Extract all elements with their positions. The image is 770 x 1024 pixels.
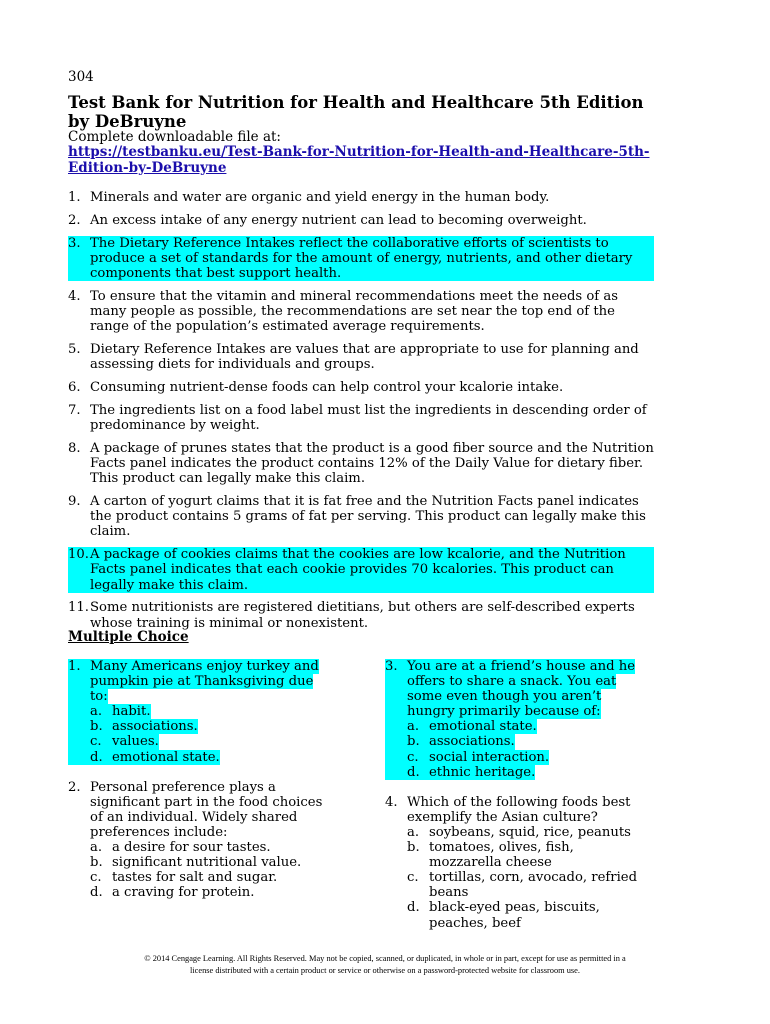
answer-option [90,870,333,885]
option-letter: c. [407,870,419,886]
answer-options [90,704,333,764]
statement-item [68,213,658,228]
option-letter: b. [407,734,429,749]
option-text: a craving for protein. [112,885,255,901]
answer-option [407,734,650,749]
statement-item [68,289,658,335]
answer-option [407,750,650,765]
question-text: Which of the following foods best exemplify the Asian culture? [407,794,631,825]
download-link[interactable]: https://testbanku.eu/Test-Bank-for-Nutrition-for-Health-and-Healthcare-5th-Edition-by-DeBruyne [68,144,650,176]
option-text: social interaction. [429,749,550,765]
download-label: Complete downloadable file at: [68,129,281,145]
footer-line-2: license distributed with a certain product or service or otherwise on a password-protected website for classroom use. [189,966,580,975]
statement-text: The Dietary Reference Intakes reflect the collaborative efforts of scientists to produce a set of standards for the amount of energy, nutrients, and other dietary components that best support health. [90,235,633,281]
statement-number: 7. [68,402,81,418]
statement-text: The ingredients list on a food label must list the ingredients in descending order of predominance by weight. [90,402,647,433]
option-letter: d. [90,750,112,765]
option-letter: a. [90,840,103,856]
mc-question [385,659,650,780]
option-text: habit. [112,704,151,720]
page-number: 304 [68,69,94,85]
option-letter: b. [407,840,420,856]
statement-item [68,380,658,395]
statement-number: 11. [68,600,89,616]
copyright-footer [0,953,770,977]
statement-number: 5. [68,342,81,357]
question-text: Many Americans enjoy turkey and pumpkin pie at Thanksgiving due to: [90,659,319,705]
option-letter: b. [90,855,103,871]
statement-item [68,236,654,282]
statement-item [68,547,654,593]
question-text: Personal preference plays a significant part in the food choices of an individual. Widely shared preferences include: [90,779,323,840]
statement-number: 6. [68,380,81,395]
statement-text: A carton of yogurt claims that it is fat free and the Nutrition Facts panel indicates the product contains 5 grams of fat per serving. This product can legally make this claim. [90,494,646,540]
mc-question [68,659,333,765]
option-text: significant nutritional value. [112,855,302,871]
option-text: black-eyed peas, biscuits, peaches, beef [429,900,600,931]
option-text: emotional state. [429,719,537,735]
question-number: 1. [68,659,90,765]
option-text: tortillas, corn, avocado, refried beans [429,870,638,901]
statement-item [68,441,658,487]
footer-line-1: © 2014 Cengage Learning. All Rights Reserved. May not be copied, scanned, or duplicated, in whole or in part, except for use as permitted in a [144,954,626,963]
option-text: emotional state. [112,749,220,765]
option-letter: a. [407,824,420,840]
option-letter: d. [407,765,429,780]
statement-text: A package of cookies claims that the cookies are low kcalorie, and the Nutrition Facts panel indicates that each cookie provides 70 kcalories. This product can legally make this claim. [90,547,626,593]
option-letter: c. [407,750,429,765]
answer-options [90,840,333,900]
question-number: 4. [385,794,398,810]
option-letter: a. [90,704,112,719]
statement-number: 1. [68,190,81,205]
statement-text: An excess intake of any energy nutrient can lead to becoming overweight. [90,212,587,228]
answer-option [90,885,333,900]
statement-text: To ensure that the vitamin and mineral recommendations meet the needs of as many people as possible, the recommendations are set near the top end of the range of the population’s estimated average requirements. [90,288,619,335]
multiple-choice-heading: Multiple Choice [68,629,189,645]
statement-text: Minerals and water are organic and yield energy in the human body. [90,190,550,205]
question-text: You are at a friend’s house and he offers to share a snack. You eat some even though you aren’t hungry primarily because of: [407,659,636,720]
mc-left-column [68,659,333,915]
answer-option [90,734,333,749]
option-text: associations. [112,719,198,735]
statement-number: 2. [68,212,81,228]
option-text: tomatoes, olives, fish, mozzarella cheese [429,840,574,871]
option-letter: a. [407,719,429,734]
statement-text: A package of prunes states that the product is a good fiber source and the Nutrition Facts panel indicates the product contains 12% of the Daily Value for dietary fiber. This product can legally make this claim. [90,440,654,487]
option-text: ethnic heritage. [429,764,536,780]
option-text: tastes for salt and sugar. [112,870,278,886]
answer-option [90,855,333,870]
answer-option [407,840,650,870]
statement-text: Consuming nutrient-dense foods can help control your kcalorie intake. [90,380,564,395]
statement-text: Some nutritionists are registered dietitians, but others are self-described experts whose training is minimal or nonexistent. [90,600,635,631]
option-text: associations. [429,734,515,750]
statement-text: Dietary Reference Intakes are values that are appropriate to use for planning and assessing diets for individuals and groups. [90,342,639,373]
answer-option [407,825,650,840]
statement-number: 10. [68,547,89,563]
option-letter: c. [90,734,112,749]
option-text: a desire for sour tastes. [112,840,271,856]
answer-option [407,765,650,780]
answer-option [407,870,650,900]
option-letter: c. [90,870,102,886]
statement-number: 9. [68,494,81,509]
option-letter: d. [407,900,420,916]
answer-options [407,825,650,931]
statement-number: 3. [68,235,81,251]
answer-option [90,750,333,765]
statement-item [68,494,658,540]
answer-options [407,719,650,779]
statement-item [68,190,658,205]
answer-option [90,840,333,855]
statement-item [68,342,658,372]
option-letter: d. [90,885,103,901]
answer-option [90,719,333,734]
option-letter: b. [90,719,112,734]
document-title: Test Bank for Nutrition for Health and Healthcare 5th Edition by DeBruyne [68,93,644,131]
answer-option [407,900,650,930]
mc-right-column [385,659,650,946]
mc-question [385,795,650,931]
option-text: soybeans, squid, rice, peanuts [429,824,631,840]
statement-number: 8. [68,440,81,456]
question-number: 3. [385,659,407,780]
option-text: values. [112,734,159,750]
mc-question [68,780,333,901]
true-false-list [68,190,658,638]
statement-item [68,403,658,433]
answer-option [407,719,650,734]
question-number: 2. [68,779,81,795]
statement-item [68,600,658,630]
answer-option [90,704,333,719]
statement-number: 4. [68,288,81,304]
